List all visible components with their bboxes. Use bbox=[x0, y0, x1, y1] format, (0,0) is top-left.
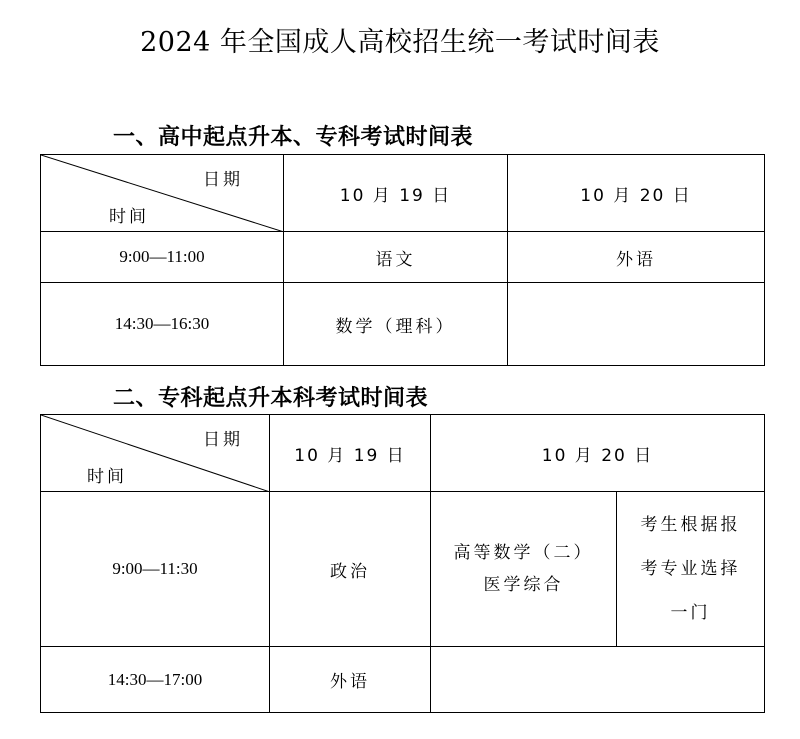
time-cell: 9:00—11:00 bbox=[41, 232, 284, 283]
date-header-1: 10 月 19 日 bbox=[270, 415, 431, 492]
schedule-table-2 bbox=[40, 414, 765, 713]
corner-cell bbox=[41, 155, 284, 232]
time-cell: 14:30—17:00 bbox=[41, 647, 270, 713]
subject-line: 高等数学（二） bbox=[453, 543, 594, 563]
table-header-row bbox=[41, 155, 765, 232]
corner-date-label: 日期 bbox=[203, 430, 243, 450]
document-title: 2024 年全国成人高校招生统一考试时间表 bbox=[140, 27, 660, 58]
subject-cell: 数学（理科） bbox=[284, 283, 508, 366]
subject-cell: 政治 bbox=[270, 492, 431, 647]
subject-cell: 外语 bbox=[508, 232, 765, 283]
corner-time-label: 时间 bbox=[87, 467, 127, 487]
diagonal-line bbox=[41, 155, 284, 232]
subject-cell bbox=[508, 283, 765, 366]
date-header-2: 10 月 20 日 bbox=[431, 415, 765, 492]
corner-time-label: 时间 bbox=[109, 207, 149, 227]
subject-cell-multi bbox=[431, 492, 617, 647]
table-row bbox=[41, 283, 765, 366]
table-header-row bbox=[41, 415, 765, 492]
section-heading-2: 二、专科起点升本科考试时间表 bbox=[113, 386, 429, 411]
table-row bbox=[41, 492, 765, 647]
time-cell: 14:30—16:30 bbox=[41, 283, 284, 366]
note-line: 考专业选择 bbox=[640, 559, 741, 579]
schedule-table-1 bbox=[40, 154, 765, 366]
subject-cell bbox=[431, 647, 765, 713]
corner-date-label: 日期 bbox=[203, 170, 243, 190]
subject-cell: 语文 bbox=[284, 232, 508, 283]
corner-cell bbox=[41, 415, 270, 492]
date-header-1: 10 月 19 日 bbox=[284, 155, 508, 232]
date-header-2: 10 月 20 日 bbox=[508, 155, 765, 232]
subject-cell: 外语 bbox=[270, 647, 431, 713]
note-line: 一门 bbox=[670, 603, 711, 623]
time-cell: 9:00—11:30 bbox=[41, 492, 270, 647]
note-cell bbox=[617, 492, 765, 647]
table-row bbox=[41, 232, 765, 283]
table-row bbox=[41, 647, 765, 713]
note-line: 考生根据报 bbox=[640, 515, 741, 535]
subject-line: 医学综合 bbox=[483, 575, 564, 595]
section-heading-1: 一、高中起点升本、专科考试时间表 bbox=[113, 125, 474, 150]
